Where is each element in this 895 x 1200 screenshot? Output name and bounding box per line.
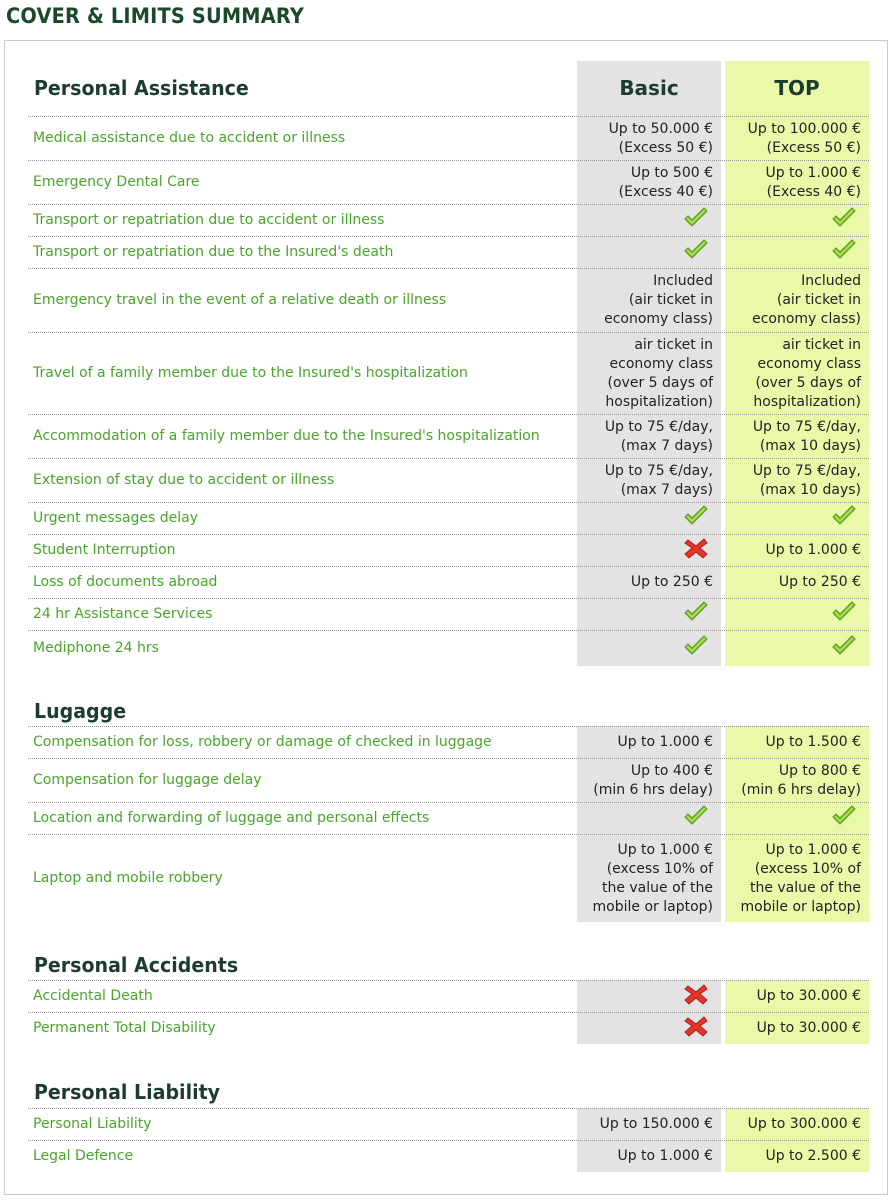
check-icon: [831, 239, 861, 267]
check-icon: [831, 635, 861, 663]
check-icon: [831, 505, 861, 533]
top-value-cell: [721, 1141, 861, 1172]
section-title: Personal Assistance: [34, 76, 249, 100]
coverage-label: Emergency travel in the event of a relative death or illness: [33, 292, 447, 308]
basic-value-cell: [573, 503, 713, 534]
check-icon: [683, 635, 713, 663]
table-row: [28, 1140, 869, 1172]
top-value-cell: [721, 161, 861, 204]
table-row: [28, 502, 869, 534]
coverage-label: Urgent messages delay: [33, 510, 198, 526]
top-value-text: Up to 2.500 €: [765, 1148, 861, 1164]
table-row: [28, 160, 869, 204]
page-title: COVER & LIMITS SUMMARY: [6, 4, 305, 28]
top-value-cell: [721, 1109, 861, 1140]
basic-value-cell: [573, 835, 713, 922]
basic-value-cell: [573, 1109, 713, 1140]
top-value-text: Up to 30.000 €: [756, 988, 861, 1004]
check-icon: [831, 805, 861, 833]
basic-value-cell: [573, 631, 713, 666]
coverage-label: Transport or repatriation due to the Insured's death: [33, 244, 394, 260]
basic-value-cell: [573, 1013, 713, 1044]
top-value-cell: [721, 269, 861, 332]
check-icon: [683, 239, 713, 267]
basic-value-cell: [573, 205, 713, 236]
basic-value-text: Included (air ticket in economy class): [604, 273, 713, 327]
top-value-text: Up to 1.000 €: [765, 542, 861, 558]
coverage-label: Compensation for luggage delay: [33, 772, 262, 788]
coverage-label: Travel of a family member due to the Insured's hospitalization: [33, 365, 468, 381]
basic-value-text: Up to 500 € (Excess 40 €): [618, 164, 713, 200]
column-header-top: TOP: [774, 76, 820, 100]
coverage-label: Laptop and mobile robbery: [33, 870, 223, 886]
basic-value-cell: [573, 333, 713, 414]
table-row: [28, 630, 869, 666]
coverage-label: Compensation for loss, robbery or damage of checked in luggage: [33, 734, 492, 750]
top-value-cell: [721, 205, 861, 236]
check-icon: [683, 805, 713, 833]
basic-value-cell: [573, 981, 713, 1012]
basic-value-text: Up to 250 €: [630, 574, 713, 590]
top-value-cell: [721, 503, 861, 534]
coverage-label: Emergency Dental Care: [33, 174, 200, 190]
top-value-cell: [721, 567, 861, 598]
table-row: [28, 414, 869, 458]
basic-value-text: Up to 150.000 €: [599, 1116, 713, 1132]
top-value-cell: [721, 835, 861, 922]
table-row: [28, 758, 869, 802]
basic-value-cell: [573, 269, 713, 332]
top-value-text: Up to 800 € (min 6 hrs delay): [741, 762, 861, 798]
coverage-label: 24 hr Assistance Services: [33, 606, 213, 622]
coverage-label: Student Interruption: [33, 542, 176, 558]
coverage-label: Mediphone 24 hrs: [33, 640, 159, 656]
coverage-label: Transport or repatriation due to accident or illness: [33, 212, 385, 228]
table-row: [28, 834, 869, 922]
basic-value-cell: [573, 727, 713, 758]
basic-value-cell: [573, 567, 713, 598]
coverage-label: Accidental Death: [33, 988, 153, 1004]
table-row: [28, 204, 869, 236]
table-row: [28, 332, 869, 414]
basic-value-cell: [573, 759, 713, 802]
top-value-text: air ticket in economy class (over 5 days of hospitalization): [753, 336, 861, 410]
cross-icon: [683, 983, 713, 1011]
top-value-text: Up to 1.000 € (excess 10% of the value of the mobile or laptop): [740, 841, 861, 915]
coverage-label: Legal Defence: [33, 1148, 134, 1164]
basic-value-cell: [573, 237, 713, 268]
basic-value-text: Up to 1.000 € (excess 10% of the value of the mobile or laptop): [592, 841, 713, 915]
table-row: [28, 802, 869, 834]
table-row: [28, 236, 869, 268]
coverage-label: Permanent Total Disability: [33, 1020, 216, 1036]
cross-icon: [683, 1015, 713, 1043]
table-row: [28, 1012, 869, 1044]
table-row: [28, 598, 869, 630]
basic-value-text: Up to 75 €/day, (max 7 days): [604, 418, 713, 454]
table-row: [28, 116, 869, 160]
basic-value-text: Up to 75 €/day, (max 7 days): [604, 462, 713, 498]
top-value-cell: [721, 415, 861, 458]
top-value-text: Up to 75 €/day, (max 10 days): [752, 462, 861, 498]
check-icon: [683, 207, 713, 235]
section-title: Lugagge: [34, 699, 127, 723]
coverage-label: Loss of documents abroad: [33, 574, 218, 590]
basic-value-text: Up to 50.000 € (Excess 50 €): [608, 120, 713, 156]
basic-value-cell: [573, 803, 713, 834]
top-value-cell: [721, 535, 861, 566]
basic-value-text: Up to 1.000 €: [617, 1148, 713, 1164]
section-title: Personal Accidents: [34, 953, 239, 977]
top-value-cell: [721, 631, 861, 666]
top-value-text: Included (air ticket in economy class): [752, 273, 861, 327]
section-title: Personal Liability: [34, 1080, 221, 1104]
table-row: [28, 458, 869, 502]
top-value-text: Up to 1.000 € (Excess 40 €): [765, 164, 861, 200]
table-row: [28, 566, 869, 598]
basic-value-text: Up to 400 € (min 6 hrs delay): [593, 762, 713, 798]
top-value-cell: [721, 237, 861, 268]
basic-value-cell: [573, 1141, 713, 1172]
basic-value-cell: [573, 599, 713, 630]
coverage-label: Location and forwarding of luggage and personal effects: [33, 810, 430, 826]
top-value-cell: [721, 803, 861, 834]
column-header-basic: Basic: [619, 76, 679, 100]
table-row: [28, 980, 869, 1012]
cross-icon: [683, 537, 713, 565]
top-value-cell: [721, 981, 861, 1012]
top-value-cell: [721, 759, 861, 802]
top-value-text: Up to 1.500 €: [765, 734, 861, 750]
basic-value-cell: [573, 535, 713, 566]
coverage-label: Personal Liability: [33, 1116, 152, 1132]
coverage-label: Medical assistance due to accident or illness: [33, 130, 346, 146]
top-value-cell: [721, 599, 861, 630]
coverage-label: Extension of stay due to accident or illness: [33, 472, 335, 488]
top-value-cell: [721, 1013, 861, 1044]
check-icon: [683, 601, 713, 629]
basic-value-text: air ticket in economy class (over 5 days of hospitalization): [605, 336, 713, 410]
top-value-cell: [721, 459, 861, 502]
top-value-cell: [721, 727, 861, 758]
check-icon: [831, 601, 861, 629]
top-value-cell: [721, 117, 861, 160]
table-row: [28, 1108, 869, 1140]
table-row: [28, 726, 869, 758]
top-value-cell: [721, 333, 861, 414]
top-value-text: Up to 75 €/day, (max 10 days): [752, 418, 861, 454]
basic-value-cell: [573, 161, 713, 204]
top-value-text: Up to 100.000 € (Excess 50 €): [747, 120, 861, 156]
top-value-text: Up to 250 €: [778, 574, 861, 590]
check-icon: [683, 505, 713, 533]
table-row: [28, 534, 869, 566]
check-icon: [831, 207, 861, 235]
table-row: [28, 268, 869, 332]
coverage-label: Accommodation of a family member due to the Insured's hospitalization: [33, 428, 540, 444]
top-value-text: Up to 30.000 €: [756, 1020, 861, 1036]
basic-value-cell: [573, 117, 713, 160]
basic-value-cell: [573, 415, 713, 458]
basic-value-cell: [573, 459, 713, 502]
basic-value-text: Up to 1.000 €: [617, 734, 713, 750]
top-value-text: Up to 300.000 €: [747, 1116, 861, 1132]
